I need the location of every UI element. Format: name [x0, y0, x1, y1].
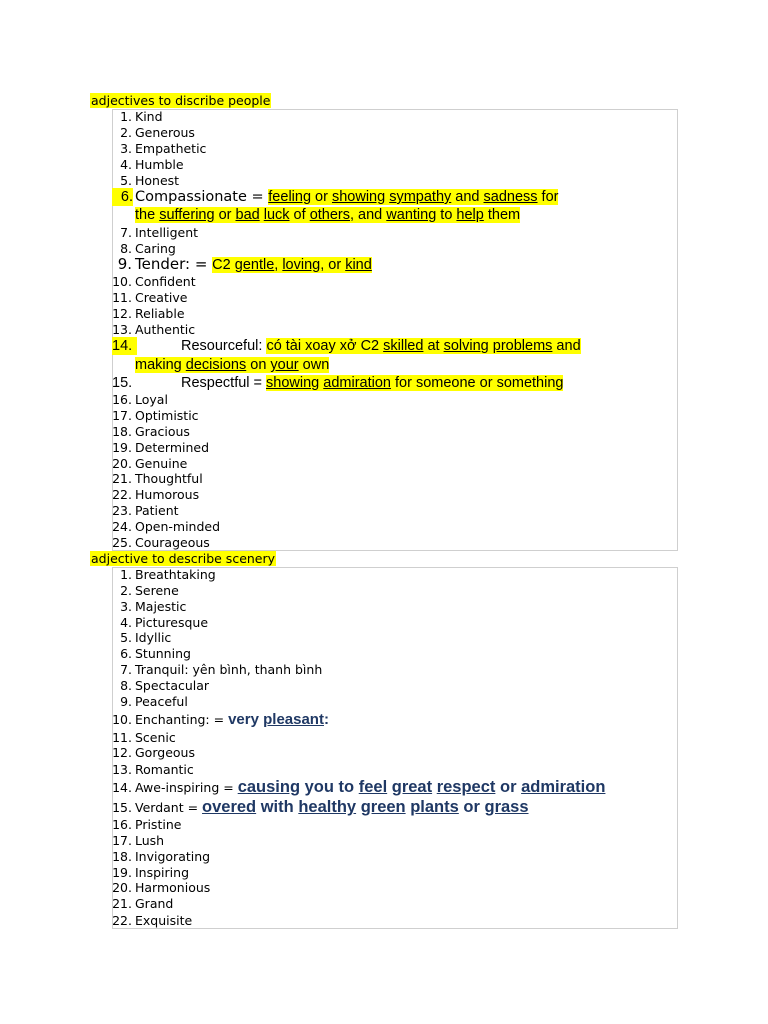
list-number: 2.	[120, 125, 132, 140]
inline-text: making	[135, 357, 186, 373]
list-item-text: Scenic	[135, 730, 176, 745]
list-number: 8.	[120, 678, 132, 693]
list-item-text: Pristine	[135, 817, 182, 832]
list-number: 9.	[117, 255, 132, 273]
list-item-text: Resourceful: có tài xoay xở C2 skilled at solving problems and	[181, 338, 581, 354]
section-heading-scenery: adjective to describe scenery	[91, 551, 276, 566]
list-item-text: Lush	[135, 833, 165, 848]
list-item-text: Romantic	[135, 762, 194, 777]
list-number: 14.	[112, 337, 137, 355]
inline-text: showing	[331, 189, 386, 205]
inline-text: to	[436, 207, 457, 223]
list-item-text: Compassionate = feeling or showing sympathy and sadness for	[135, 189, 559, 205]
list-number: 2.	[120, 583, 132, 598]
list-number: 20.	[112, 456, 132, 471]
list-item-text: Idyllic	[135, 630, 172, 645]
inline-text: or	[311, 189, 332, 205]
list-item-text: Respectful = showing admiration for someone or something	[181, 375, 564, 391]
inline-text: có tài xoay xở C2	[266, 338, 384, 354]
inline-text: others	[309, 207, 350, 223]
section-heading-people: adjectives to discribe people	[91, 93, 271, 108]
list-item-text: Optimistic	[135, 408, 199, 423]
inline-text: admiration	[521, 778, 606, 796]
inline-text: wanting	[386, 207, 437, 223]
list-number: 14.	[112, 780, 132, 795]
list-number: 7.	[120, 662, 132, 677]
list-item-text: Serene	[135, 583, 179, 598]
list-number: 20.	[112, 880, 132, 895]
list-item-text: Stunning	[135, 646, 191, 661]
list-number: 10.	[112, 712, 132, 727]
inline-text: for someone or something	[390, 375, 564, 391]
list-item-text: Thoughtful	[135, 471, 203, 486]
list-number: 15.	[112, 375, 133, 391]
list-item-text: Generous	[135, 125, 195, 140]
list-item-text: Verdant = overed with healthy green plants or grass	[135, 798, 529, 816]
list-number: 15.	[112, 800, 132, 815]
inline-text: , and	[350, 207, 387, 223]
list-item-text: Empathetic	[135, 141, 207, 156]
inline-text: of	[289, 207, 310, 223]
list-item-text: Determined	[135, 440, 210, 455]
inline-text: on	[246, 357, 271, 373]
list-number: 12.	[112, 745, 132, 760]
list-item-text: Humble	[135, 157, 184, 172]
inline-text: plants	[410, 798, 459, 816]
list-item-text: Awe-inspiring = causing you to feel great respect or admiration	[135, 778, 606, 796]
list-item-text: Breathtaking	[135, 567, 216, 582]
list-item-text: Tender: = C2 gentle, loving, or kind	[135, 255, 372, 273]
inline-text: with	[256, 798, 299, 816]
inline-text: :	[323, 711, 329, 728]
inline-text: skilled	[383, 338, 424, 354]
list-item-text: Reliable	[135, 306, 185, 321]
list-item-text: Creative	[135, 290, 188, 305]
inline-text: at	[423, 338, 444, 354]
inline-text: decisions	[185, 357, 247, 373]
list-number: 11.	[112, 730, 132, 745]
list-number: 1.	[120, 109, 132, 124]
list-number: 3.	[120, 141, 132, 156]
inline-text: them	[483, 207, 521, 223]
inline-text: kind	[345, 257, 372, 273]
list-number: 13.	[112, 762, 132, 777]
inline-text: pleasant	[263, 711, 324, 728]
list-number: 22.	[112, 913, 132, 928]
list-item-text: Tranquil: yên bình, thanh bình	[135, 662, 323, 677]
list-item-text: Humorous	[135, 487, 200, 502]
inline-text: C2	[212, 257, 235, 273]
list-item-text: Honest	[135, 173, 180, 188]
inline-text: own	[298, 357, 330, 373]
inline-text: or	[458, 798, 485, 816]
inline-text: problems	[492, 338, 553, 354]
inline-text: admiration	[323, 375, 391, 391]
list-number: 6.	[120, 646, 132, 661]
list-number: 13.	[112, 322, 132, 337]
inline-text: or	[495, 778, 522, 796]
list-item-text: Patient	[135, 503, 179, 518]
inline-text: luck	[263, 207, 290, 223]
list-number: 5.	[120, 173, 132, 188]
inline-text: sympathy	[389, 189, 452, 205]
list-number: 4.	[120, 157, 132, 172]
list-number: 16.	[112, 817, 132, 832]
list-item-text: Peaceful	[135, 694, 188, 709]
inline-text: great	[391, 778, 433, 796]
list-item-text: Invigorating	[135, 849, 211, 864]
inline-text: very	[228, 711, 264, 728]
inline-text: suffering	[159, 207, 215, 223]
list-number: 25.	[112, 535, 132, 550]
list-item-text: Gorgeous	[135, 745, 195, 760]
inline-text: grass	[484, 798, 529, 816]
list-number: 5.	[120, 630, 132, 645]
inline-text: bad	[235, 207, 260, 223]
list-number: 4.	[120, 615, 132, 630]
list-item-text: Harmonious	[135, 880, 211, 895]
inline-text: ,	[274, 257, 283, 273]
list-number: 9.	[120, 694, 132, 709]
list-number: 17.	[112, 833, 132, 848]
list-number: 12.	[112, 306, 132, 321]
list-item-text: Gracious	[135, 424, 190, 439]
list-item-resourceful-cont	[135, 356, 329, 374]
inline-text: feel	[358, 778, 388, 796]
inline-text: and	[552, 338, 581, 354]
inline-text: the	[135, 207, 160, 223]
list-number: 7.	[120, 225, 132, 240]
inline-text: feeling	[268, 189, 312, 205]
inline-text: green	[360, 798, 406, 816]
list-item-text: Loyal	[135, 392, 168, 407]
list-number: 23.	[112, 503, 132, 518]
inline-text: sadness	[483, 189, 538, 205]
inline-text: showing	[266, 375, 320, 391]
list-item-text: Picturesque	[135, 615, 209, 630]
list-number: 16.	[112, 392, 132, 407]
inline-text: causing	[237, 778, 301, 796]
list-number: 1.	[120, 567, 132, 582]
list-item-text: Intelligent	[135, 225, 199, 240]
inline-text: help	[456, 207, 484, 223]
list-number: 3.	[120, 599, 132, 614]
list-item-text: Enchanting: = very pleasant:	[135, 711, 329, 728]
list-item-text: Caring	[135, 241, 176, 256]
inline-text: respect	[436, 778, 496, 796]
list-item-text: Open-minded	[135, 519, 221, 534]
inline-text: you to	[300, 778, 359, 796]
list-item-text: Authentic	[135, 322, 196, 337]
inline-text: or	[214, 207, 236, 223]
list-item-text: Inspiring	[135, 865, 189, 880]
inline-text: loving	[282, 257, 321, 273]
list-number: 17.	[112, 408, 132, 423]
inline-text: healthy	[298, 798, 357, 816]
inline-text: overed	[202, 798, 257, 816]
inline-text: and	[451, 189, 484, 205]
list-number: 6.	[112, 188, 133, 206]
inline-text: , or	[320, 257, 346, 273]
inline-text: solving	[443, 338, 489, 354]
list-item-text: Exquisite	[135, 913, 193, 928]
list-item-compassionate-cont	[135, 206, 520, 224]
inline-text: your	[270, 357, 299, 373]
list-number: 21.	[112, 896, 132, 911]
inline-text: for	[537, 189, 559, 205]
list-number: 24.	[112, 519, 132, 534]
list-item-text: Genuine	[135, 456, 188, 471]
list-number: 10.	[112, 274, 132, 289]
list-number: 8.	[120, 241, 132, 256]
list-item-text: Spectacular	[135, 678, 210, 693]
list-item-text: Confident	[135, 274, 196, 289]
list-item-text: Kind	[135, 109, 163, 124]
list-number: 18.	[112, 424, 132, 439]
list-number: 18.	[112, 849, 132, 864]
list-number: 19.	[112, 440, 132, 455]
list-number: 11.	[112, 290, 132, 305]
list-number: 19.	[112, 865, 132, 880]
list-item-text: Majestic	[135, 599, 187, 614]
list-number: 21.	[112, 471, 132, 486]
list-item-text: Grand	[135, 896, 174, 911]
list-number: 22.	[112, 487, 132, 502]
inline-text: gentle	[234, 257, 275, 273]
list-item-text: Courageous	[135, 535, 210, 550]
